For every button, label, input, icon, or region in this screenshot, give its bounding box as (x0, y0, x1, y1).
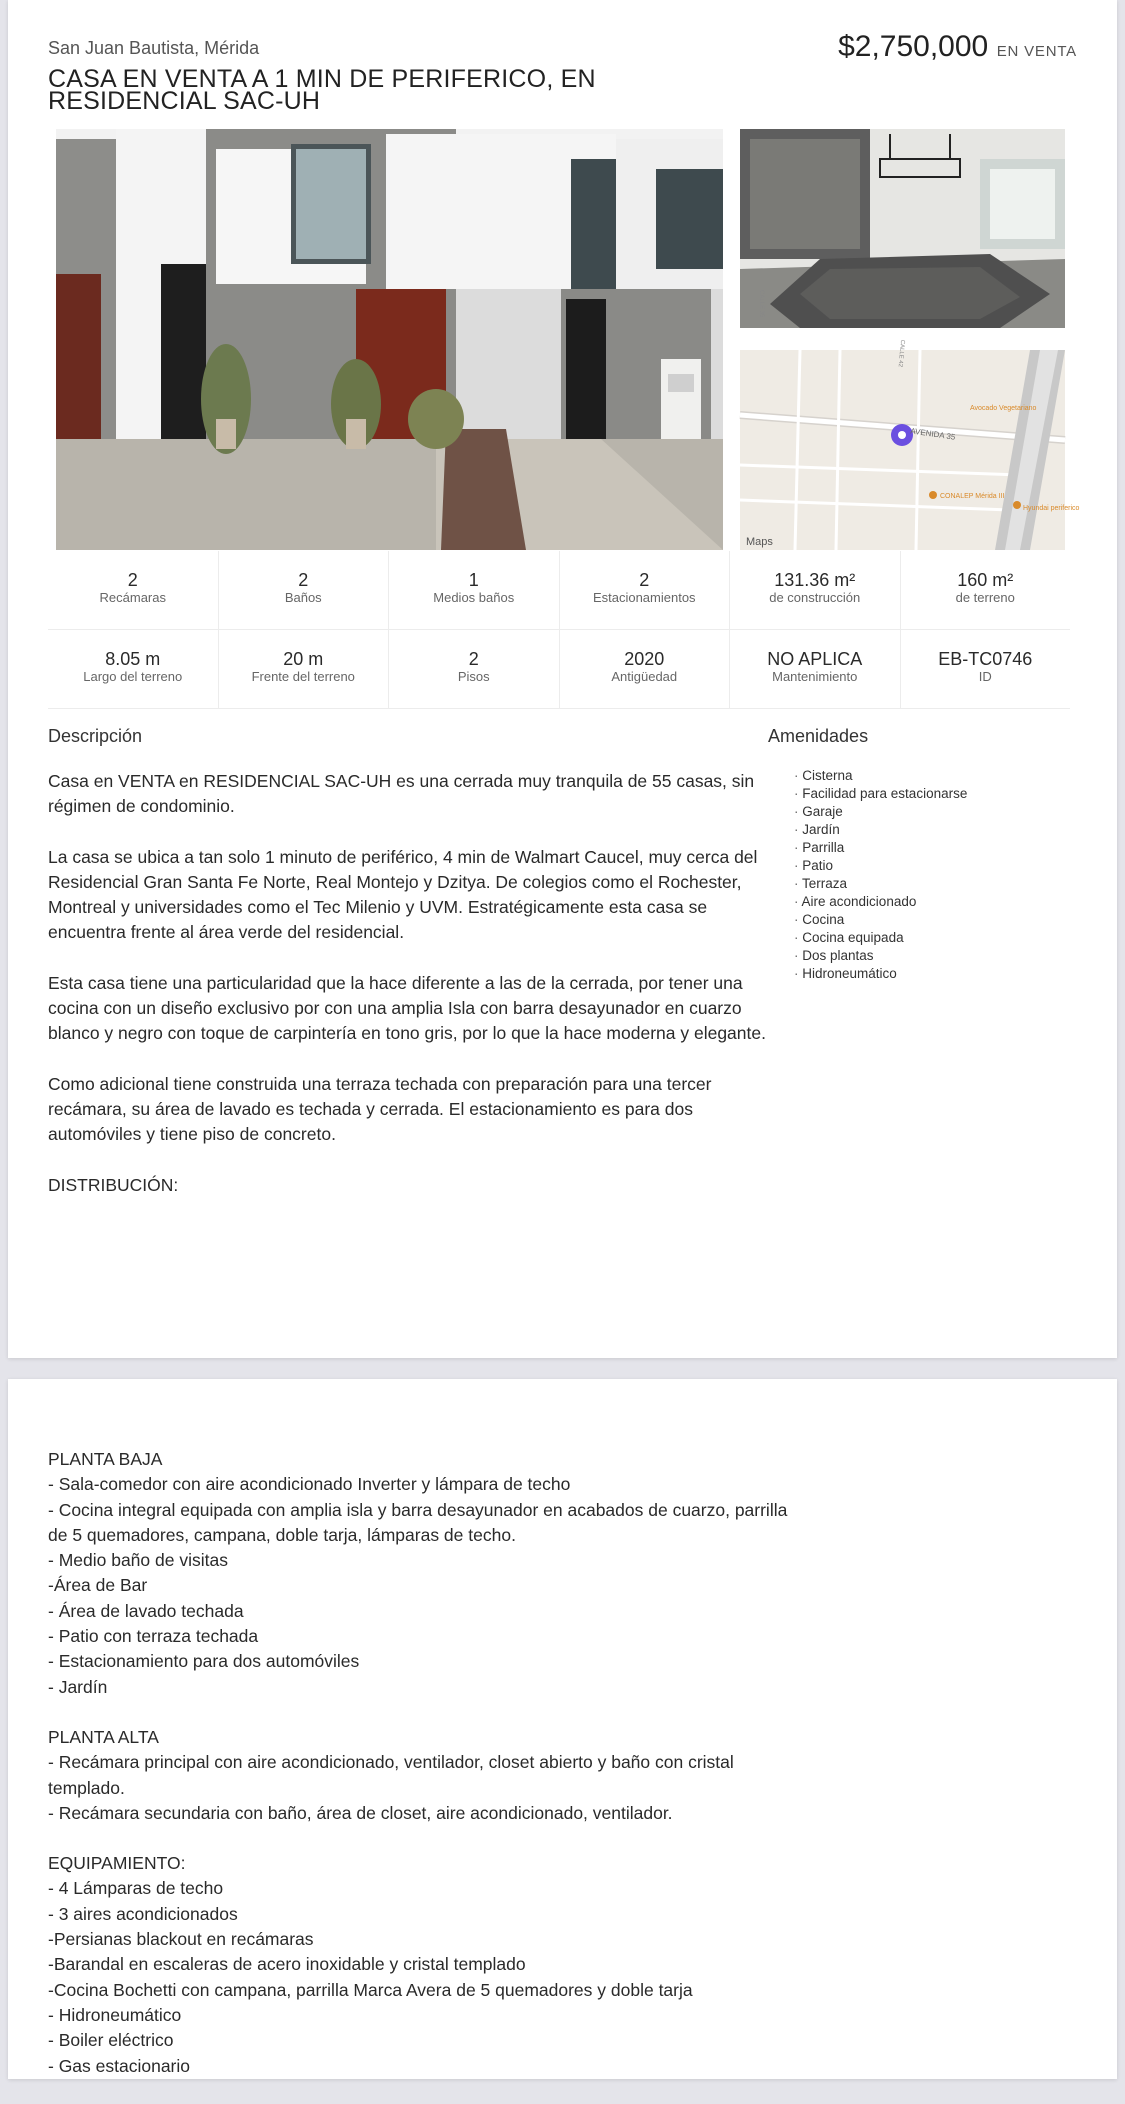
description-paragraph: Casa en VENTA en RESIDENCIAL SAC-UH es una cerrada muy tranquila de 55 casas, sin régimen de condominio. (48, 771, 755, 817)
section-title: EQUIPAMIENTO: (48, 1853, 186, 1874)
section-title: PLANTA BAJA (48, 1449, 163, 1469)
stat-floors: 2 Pisos (389, 630, 560, 708)
map-poi-3: Hyundai periferico (1023, 505, 1080, 512)
distribution-line: - Recámara principal con aire acondicionado, ventilador, closet abierto y baño con cristal templado. (48, 1752, 734, 1798)
stat-construction-area: 131.36 m² de construcción (730, 551, 901, 629)
amenity-item: · Facilidad para estacionarse (794, 785, 967, 803)
property-title: CASA EN VENTA A 1 MIN DE PERIFERICO, EN RESIDENCIAL SAC-UH (48, 65, 596, 115)
distribution-line: - Sala-comedor con aire acondicionado Inverter y lámpara de techo (48, 1474, 571, 1495)
description-paragraph: Como adicional tiene construida una terraza techada con preparación para una tercer recámara, su área de lavado es techada y cerrada. El estacionamiento es para dos automóviles y tiene piso de concreto. (48, 1073, 712, 1145)
distribution-line: - Estacionamiento para dos automóviles (48, 1651, 360, 1672)
distribution-line: - Cocina integral equipada con amplia isla y barra desayunador en acabados de cuarzo, parrilla de 5 quemadores, campana, doble tarja, lámparas de techo. (48, 1499, 788, 1545)
amenity-item: · Aire acondicionado (794, 893, 967, 911)
interior-photo[interactable] (740, 129, 1065, 328)
stat-bedrooms: 2 Recámaras (48, 551, 219, 629)
description-body (48, 769, 773, 1223)
location-map[interactable] (740, 290, 1080, 550)
amenity-item: · Garaje (794, 803, 967, 821)
stat-age: 2020 Antigüedad (560, 630, 731, 708)
map-poi-2: CONALEP Mérida III (940, 493, 1005, 500)
amenity-item: · Parrilla (794, 839, 967, 857)
description-heading: Descripción (48, 726, 143, 746)
distribution-line: - Gas estacionario (48, 2055, 191, 2076)
amenity-item: · Dos plantas (794, 947, 967, 965)
stats-row-2 (48, 630, 1070, 709)
distribution-line: - Hidroneumático (48, 2004, 182, 2025)
distribution-line: - Boiler eléctrico (48, 2030, 174, 2051)
stat-maintenance: NO APLICA Mantenimiento (730, 630, 901, 708)
stat-land-area: 160 m² de terreno (955, 570, 1015, 605)
distribution-line: - Recámara secundaria con baño, área de closet, aire acondicionado, ventilador. (48, 1802, 673, 1823)
section-title: PLANTA ALTA (48, 1726, 159, 1747)
map-poi-1: Avocado Vegetariano (970, 405, 1037, 412)
map-avenue-label: AVENIDA 35 (909, 426, 956, 442)
section-planta-baja (48, 1447, 808, 1700)
distribution-line: - 4 Lámparas de techo (48, 1878, 224, 1899)
description-paragraph: DISTRIBUCIÓN: (48, 1174, 179, 1195)
stat-id: EB-TC0746 ID (938, 649, 1033, 684)
stat-half-baths: 1 Medios baños (389, 551, 560, 629)
distribution-line: -Área de Bar (48, 1575, 148, 1596)
sale-status: EN VENTA (996, 43, 1077, 60)
description-paragraph: La casa se ubica a tan solo 1 minuto de periférico, 4 min de Walmart Caucel, muy cerca del Residencial Gran Santa Fe Norte, Real Montejo y Dzitya. De colegios como el Rochester, Montreal y universidades como el Tec Milenio y UVM. Estratégicamente esta casa se encuentra frente al área verde del residencial. (48, 846, 758, 943)
map-street-label-1: CALLE 35 (758, 290, 764, 318)
amenity-item: · Cocina equipada (794, 929, 967, 947)
stat-bathrooms: 2 Baños (219, 551, 390, 629)
amenity-item: · Patio (794, 857, 967, 875)
price-block (838, 30, 1077, 64)
section-planta-alta (48, 1725, 808, 1826)
stat-land-length: 8.05 m Largo del terreno (48, 630, 219, 708)
amenity-item: · Jardín (794, 821, 967, 839)
description-paragraph: Esta casa tiene una particularidad que la hace diferente a las de la cerrada, por tener una cocina con un diseño exclusivo por con una amplia Isla con barra desayunador en cuarzo blanco y negro con toque de carpintería en tono gris, por lo que la hace moderna y elegante. (48, 972, 766, 1044)
distribution-line: - Jardín (48, 1676, 108, 1697)
amenity-item: · Hidroneumático (794, 965, 967, 983)
stats-row-1 (48, 551, 1070, 630)
amenities-heading: Amenidades (768, 726, 869, 746)
distribution-line: - 3 aires acondicionados (48, 1903, 238, 1924)
listing-page-1 (8, 0, 1117, 1358)
amenity-item: · Terraza (794, 875, 967, 893)
distribution-line: - Área de lavado techada (48, 1600, 244, 1621)
map-image (740, 290, 1080, 550)
living-room-image (740, 129, 1065, 328)
listing-page-2 (8, 1379, 1117, 2079)
stat-land-front: 20 m Frente del terreno (219, 630, 390, 708)
amenity-item: · Cisterna (794, 767, 967, 785)
house-facade-image (56, 129, 723, 550)
amenities-list (794, 767, 967, 983)
price: $2,750,000 (838, 30, 989, 63)
distribution-line: -Barandal en escaleras de acero inoxidable y cristal templado (48, 1954, 526, 1975)
map-street-label-2: CALLE 42 (896, 339, 906, 368)
property-stats (48, 551, 1070, 709)
main-photo[interactable] (56, 129, 723, 550)
distribution-body (48, 1447, 808, 2104)
distribution-line: -Cocina Bochetti con campana, parrilla Marca Avera de 5 quemadores y doble tarja (48, 1979, 693, 2000)
stat-parking: 2 Estacionamientos (560, 551, 731, 629)
distribution-line: - Medio baño de visitas (48, 1550, 228, 1571)
location-text: San Juan Bautista, Mérida (48, 38, 260, 58)
distribution-line: -Persianas blackout en recámaras (48, 1929, 314, 1950)
section-equipamiento (48, 1851, 808, 2079)
map-attribution: Maps (746, 536, 773, 548)
amenity-item: · Cocina (794, 911, 967, 929)
distribution-line: - Patio con terraza techada (48, 1626, 259, 1647)
